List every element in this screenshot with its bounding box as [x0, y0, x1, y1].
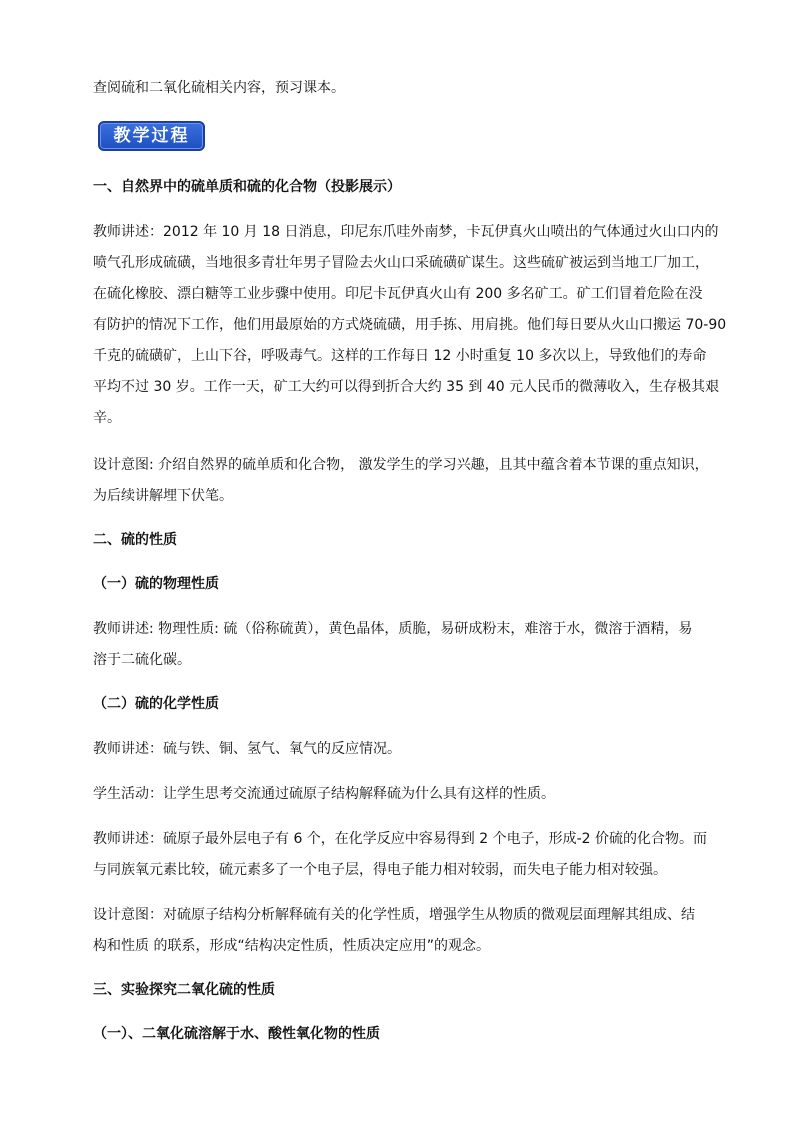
section1-heading: 一、自然界中的硫单质和硫的化合物（投影展示）	[93, 179, 401, 195]
section2-design-line: 构和性质 的联系，形成“结构决定性质，性质决定应用”的观念。	[93, 938, 490, 954]
section2-heading: 二、硫的性质	[93, 532, 177, 548]
intro-text: 查阅硫和二氧化硫相关内容，预习课本。	[93, 80, 345, 96]
section2-sub1-heading: （一）硫的物理性质	[93, 576, 219, 592]
section1-design-line: 为后续讲解埋下伏笔。	[93, 488, 233, 504]
section1-narration-line: 有防护的情况下工作，他们用最原始的方式烧硫磺，用手拣、用肩挑。他们每日要从火山口搬运 70-90	[93, 317, 727, 333]
teacher-narration-line: 教师讲述：硫原子最外层电子有 6 个，在化学反应中容易得到 2 个电子，形成-2 价硫的化合物。而	[93, 831, 708, 847]
student-activity: 学生活动：让学生思考交流通过硫原子结构解释硫为什么具有这样的性质。	[93, 786, 555, 802]
section3-heading: 三、实验探究二氧化硫的性质	[93, 982, 275, 998]
physical-property-line: 溶于二硫化碳。	[93, 652, 191, 668]
section1-design-line: 设计意图: 介绍自然界的硫单质和化合物， 激发学生的学习兴趣，且其中蕴含着本节课的重点知识，	[93, 457, 709, 473]
section1-narration-line: 喷气孔形成硫磺，当地很多青壮年男子冒险去火山口采硫磺矿谋生。这些硫矿被运到当地工厂加工，	[93, 255, 709, 271]
teacher-narration: 教师讲述：硫与铁、铜、氢气、氧气的反应情况。	[93, 741, 401, 757]
section2-sub2-heading: （二）硫的化学性质	[93, 696, 219, 712]
teacher-narration-line: 与同族氧元素比较，硫元素多了一个电子层，得电子能力相对较弱，而失电子能力相对较强。	[93, 862, 667, 878]
section1-narration-line: 教师讲述：2012 年 10 月 18 日消息，印尼东爪哇外南梦，卡瓦伊真火山喷出的气体通过火山口内的	[93, 224, 719, 240]
section2-design-line: 设计意图：对硫原子结构分析解释硫有关的化学性质，增强学生从物质的微观层面理解其组成、结	[93, 907, 695, 923]
section1-narration-line: 辛。	[93, 410, 121, 426]
section3-sub1-heading: （一）、二氧化硫溶解于水、酸性氧化物的性质	[93, 1026, 380, 1042]
section1-narration-line: 平均不过 30 岁。工作一天，矿工大约可以得到折合大约 35 到 40 元人民币的微薄收入，生存极其艰	[93, 379, 720, 395]
teaching-process-banner: 教学过程	[98, 121, 205, 151]
section1-narration-line: 千克的硫磺矿，上山下谷，呼吸毒气。这样的工作每日 12 小时重复 10 多次以上，导致他们的寿命	[93, 348, 707, 364]
section1-narration-line: 在硫化橡胶、漂白糖等工业步骤中使用。印尼卡瓦伊真火山有 200 多名矿工。矿工们冒着危险在没	[93, 286, 703, 302]
physical-property-line: 教师讲述: 物理性质: 硫（俗称硫黄），黄色晶体，质脆，易研成粉末，难溶于水，微溶于酒精，易	[93, 621, 693, 637]
